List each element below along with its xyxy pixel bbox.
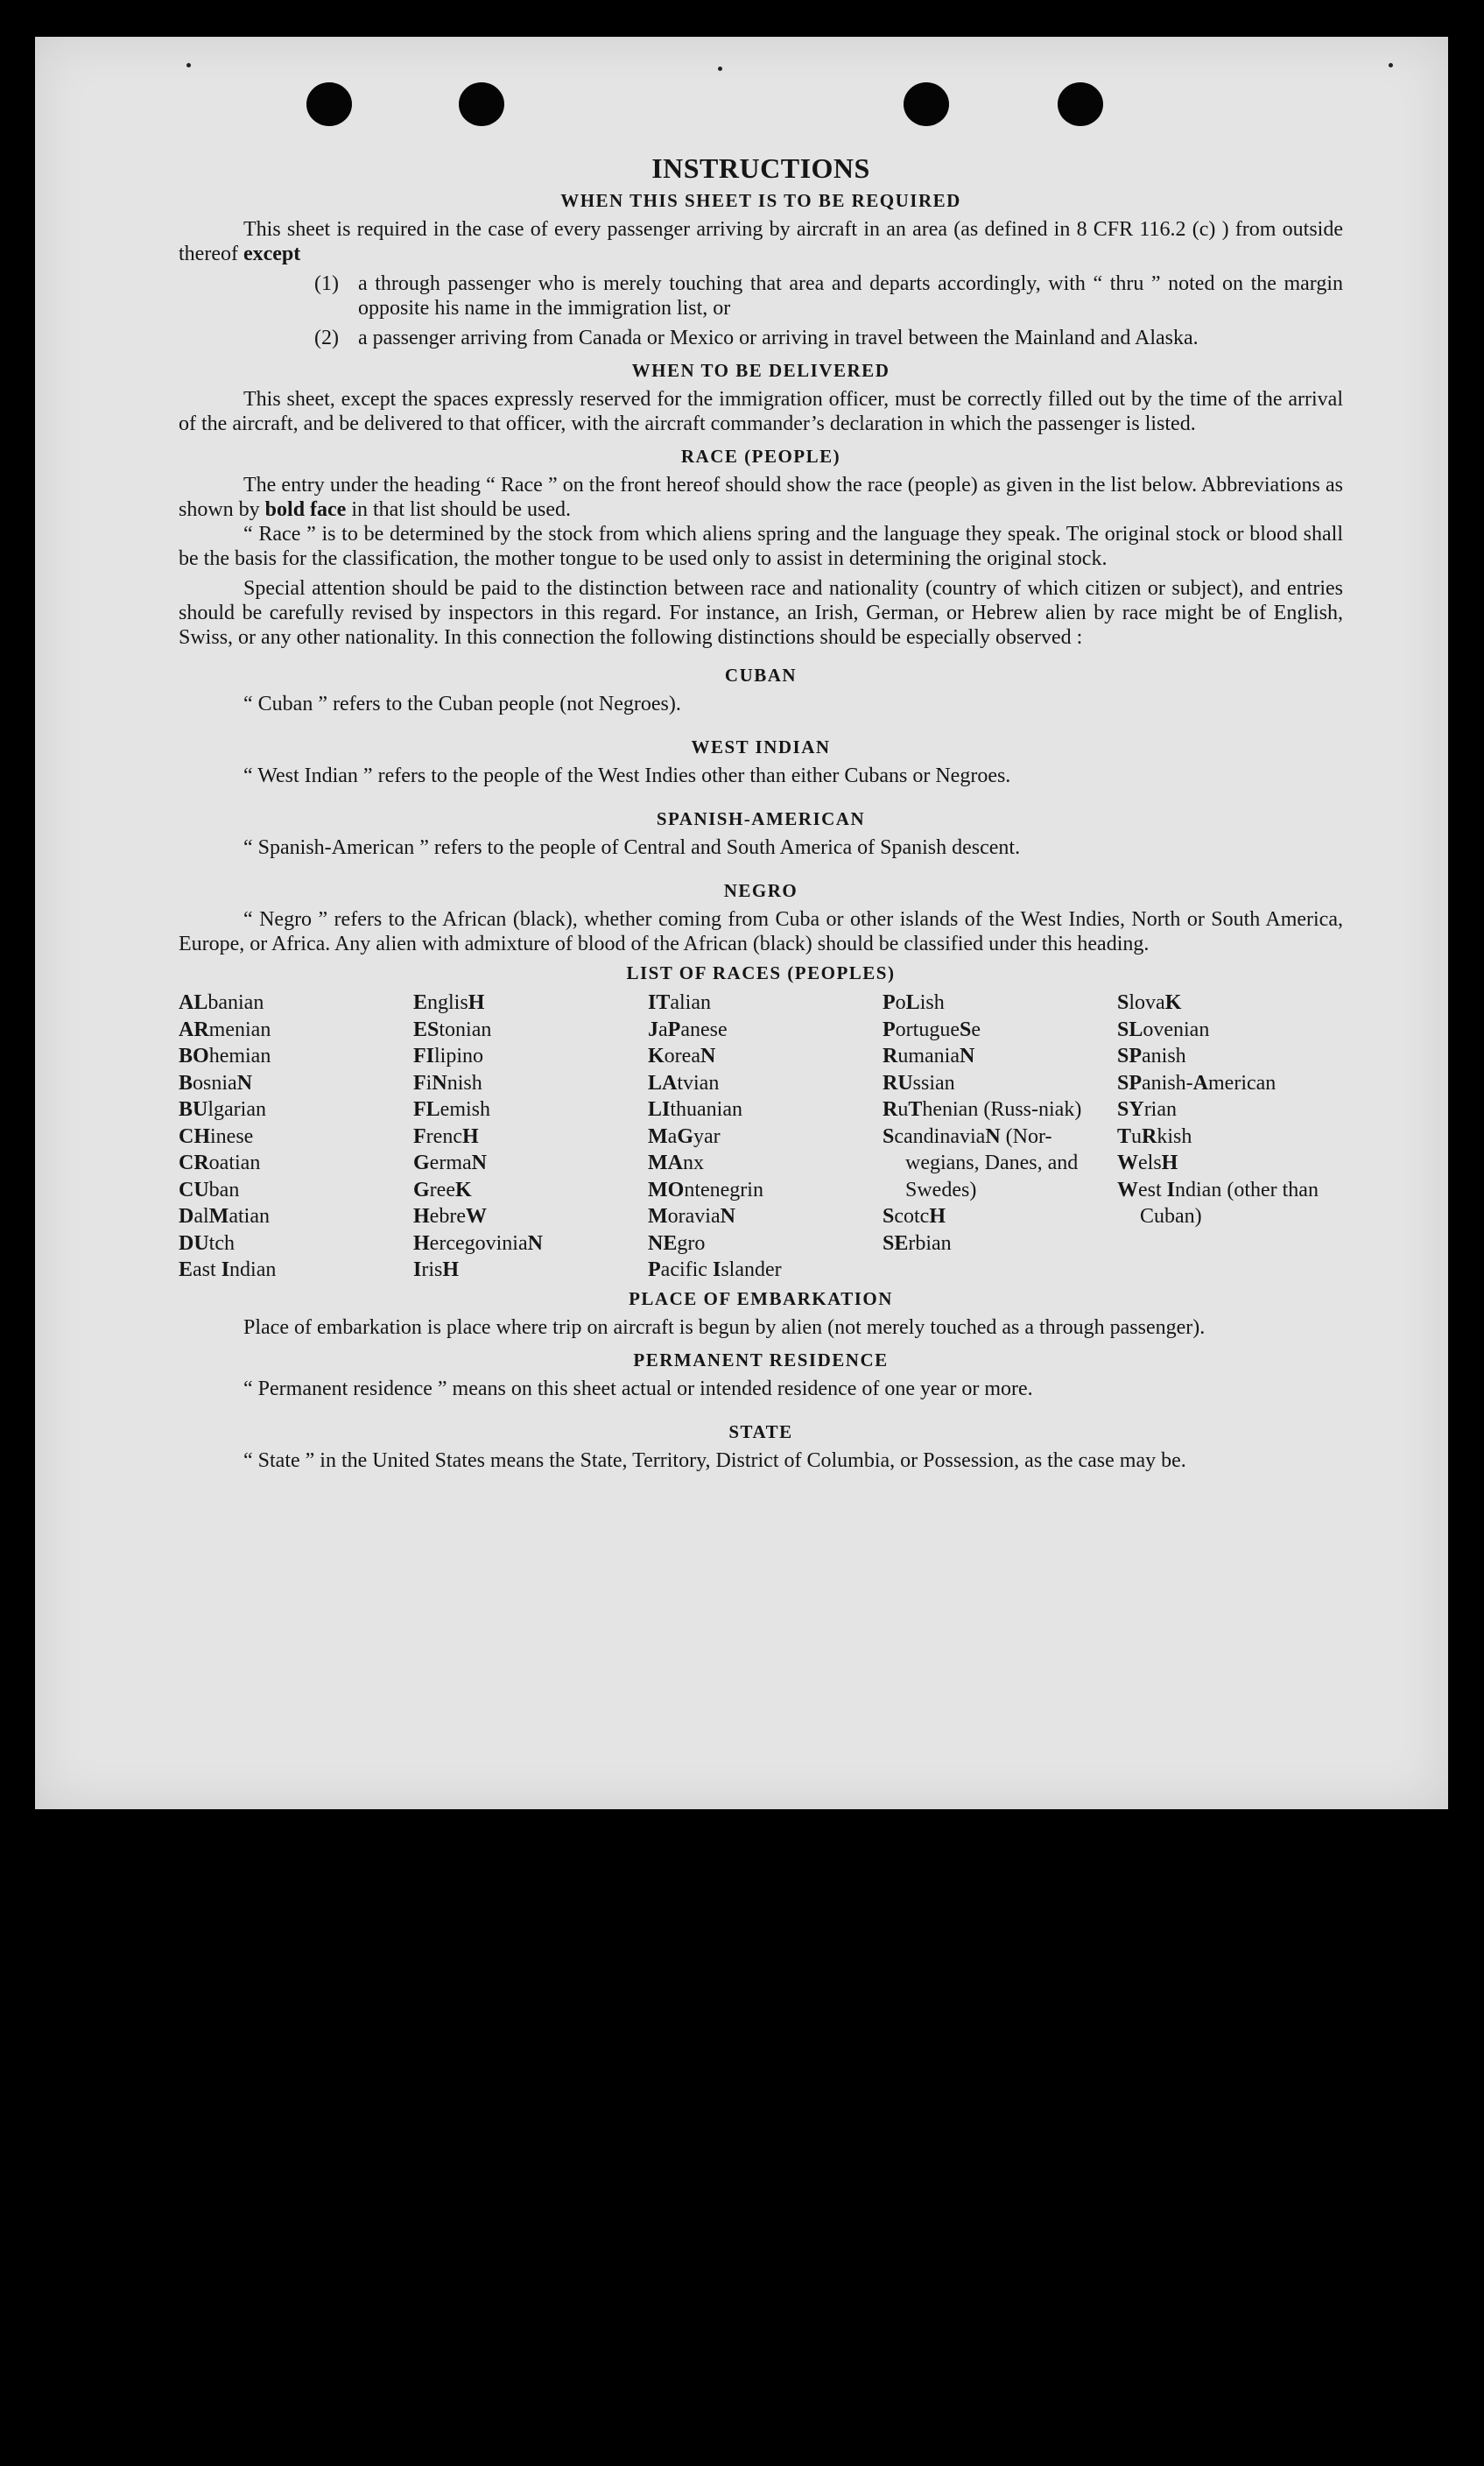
race-entry: CUban bbox=[179, 1178, 240, 1201]
race-entry: FrencH bbox=[413, 1124, 479, 1148]
race-entry: MoraviaN bbox=[648, 1205, 735, 1228]
race-entry: BosniaN bbox=[179, 1071, 253, 1095]
west-indian-text: “ West Indian ” refers to the people of the West Indies other than either Cubans or Negroes. bbox=[243, 764, 1011, 787]
race-entry: SErbian bbox=[883, 1231, 952, 1255]
delivered-text: This sheet, except the spaces expressly reserved for the immigration officer, must be correctly filled out by the time of the arrival of the aircraft, and be delivered to that officer, with the aircraft commander’s declaration in which the passenger is listed. bbox=[179, 388, 1343, 435]
heading-spanish-american: SPANISH-AMERICAN bbox=[656, 808, 866, 829]
race-entry: ITalian bbox=[648, 991, 711, 1014]
race-entry: PoLish bbox=[883, 991, 945, 1014]
race-entry: MOntenegrin bbox=[648, 1178, 763, 1201]
race-entry: HebreW bbox=[413, 1205, 487, 1228]
race-entry: West Indian (other than Cuban) bbox=[1117, 1178, 1319, 1228]
punch-hole bbox=[1058, 82, 1103, 126]
race-entry: DalMatian bbox=[179, 1205, 270, 1228]
speck bbox=[186, 63, 191, 67]
race-entry: EnglisH bbox=[413, 991, 485, 1014]
race-entry: BUlgarian bbox=[179, 1098, 266, 1121]
heading-negro: NEGRO bbox=[723, 880, 798, 901]
race-entry: NEgro bbox=[648, 1231, 706, 1255]
heading-delivered: WHEN TO BE DELIVERED bbox=[631, 360, 890, 381]
heading-permanent-residence: PERMANENT RESIDENCE bbox=[633, 1349, 889, 1370]
race-entry: East Indian bbox=[179, 1258, 277, 1281]
race-entry: LAtvian bbox=[648, 1071, 720, 1095]
races-list bbox=[179, 990, 1343, 1284]
speck bbox=[718, 67, 722, 71]
race-entry: DUtch bbox=[179, 1231, 235, 1255]
required-item-2: (2) a passenger arriving from Canada or Mexico or arriving in travel between the Mainland and Alaska. bbox=[314, 327, 1199, 349]
race-entry: HercegoviniaN bbox=[413, 1231, 543, 1255]
race-entry: FIlipino bbox=[413, 1045, 484, 1067]
race-entry: SPanish bbox=[1117, 1045, 1186, 1067]
heading-state: STATE bbox=[728, 1420, 793, 1442]
race-entry: WelsH bbox=[1117, 1152, 1178, 1174]
race-entry: MAnx bbox=[648, 1152, 704, 1174]
state-text: “ State ” in the United States means the State, Territory, District of Columbia, or Possession, as the case may be. bbox=[243, 1448, 1186, 1472]
race-entry: ScandinaviaN (Nor- wegians, Danes, and Swedes) bbox=[883, 1124, 1079, 1201]
races-column bbox=[648, 990, 883, 1284]
race-entry: KoreaN bbox=[648, 1045, 716, 1067]
race-entry: FiNnish bbox=[413, 1071, 482, 1095]
heading-west-indian: WEST INDIAN bbox=[691, 736, 831, 757]
race-entry: TuRkish bbox=[1117, 1124, 1192, 1148]
race-paragraph-3: Special attention should be paid to the distinction between race and nationality (country of which citizen or subject), and entries should be carefully revised by inspectors in this regard. For instance, an Irish, German, or Hebrew alien by race might be of English, Swiss, or any other nationality. In this connection the following distinctions should be especially observed : bbox=[179, 577, 1343, 649]
race-entry: SYrian bbox=[1117, 1098, 1177, 1121]
required-item-1: (1) a through passenger who is merely touching that area and departs accordingly, with “ thru ” noted on the margin opposite his name in the immigration list, or bbox=[314, 272, 1343, 320]
heading-races-list: LIST OF RACES (PEOPLES) bbox=[626, 962, 896, 983]
document-page bbox=[35, 37, 1448, 1809]
race-entry: JaPanese bbox=[648, 1018, 728, 1041]
race-entry: SPanish-American bbox=[1117, 1071, 1277, 1095]
punch-hole bbox=[306, 82, 352, 126]
races-column bbox=[179, 990, 413, 1284]
race-entry: GreeK bbox=[413, 1178, 472, 1201]
negro-text: “ Negro ” refers to the African (black), whether coming from Cuba or other islands of the West Indies, North or South America, Europe, or Africa. Any alien with admixture of blood of the African (black) should be classified under this heading. bbox=[179, 908, 1343, 955]
race-entry: LIthuanian bbox=[648, 1098, 742, 1121]
cuban-text: “ Cuban ” refers to the Cuban people (not Negroes). bbox=[243, 693, 681, 715]
race-entry: GermaN bbox=[413, 1152, 487, 1174]
race-entry: SLovenian bbox=[1117, 1018, 1210, 1041]
heading-race: RACE (PEOPLE) bbox=[680, 446, 841, 467]
race-entry: RumaniaN bbox=[883, 1045, 975, 1067]
race-paragraph-1: The entry under the heading “ Race ” on the front hereof should show the race (people) as given in the list below. Abbreviations as shown by bold face in that list should be used. bbox=[179, 474, 1343, 521]
race-entry: CHinese bbox=[179, 1124, 254, 1148]
races-column bbox=[883, 990, 1117, 1284]
punch-hole bbox=[904, 82, 949, 126]
race-entry: IrisH bbox=[413, 1258, 460, 1281]
race-entry: PortugueSe bbox=[883, 1018, 981, 1041]
embarkation-text: Place of embarkation is place where trip on aircraft is begun by alien (not merely touched as a through passenger). bbox=[243, 1315, 1206, 1339]
race-entry: ALbanian bbox=[179, 991, 264, 1014]
races-column bbox=[1117, 990, 1352, 1284]
heading-required: WHEN THIS SHEET IS TO BE REQUIRED bbox=[560, 190, 961, 211]
speck bbox=[1389, 63, 1393, 67]
race-entry: SlovaK bbox=[1117, 991, 1182, 1014]
race-entry: EStonian bbox=[413, 1018, 492, 1041]
race-entry: CRoatian bbox=[179, 1152, 261, 1174]
permanent-residence-text: “ Permanent residence ” means on this sheet actual or intended residence of one year or more. bbox=[243, 1377, 1033, 1400]
spanish-american-text: “ Spanish-American ” refers to the people of Central and South America of Spanish descent. bbox=[243, 836, 1021, 859]
race-entry: RuThenian (Russ-niak) bbox=[883, 1098, 1082, 1121]
instructions-content bbox=[179, 151, 1343, 1473]
race-entry: RUssian bbox=[883, 1071, 955, 1095]
page-title: INSTRUCTIONS bbox=[651, 152, 870, 184]
race-entry: Pacific Islander bbox=[648, 1258, 782, 1281]
race-entry: ARmenian bbox=[179, 1018, 271, 1041]
race-entry: BOhemian bbox=[179, 1045, 271, 1067]
race-entry: ScotcH bbox=[883, 1205, 946, 1228]
races-column bbox=[413, 990, 648, 1284]
required-intro: This sheet is required in the case of every passenger arriving by aircraft in an area (as defined in 8 CFR 116.2 (c) ) from outside thereof except bbox=[179, 218, 1343, 265]
heading-cuban: CUBAN bbox=[724, 665, 798, 686]
race-paragraph-2: “ Race ” is to be determined by the stock from which aliens spring and the language they speak. The original stock or blood shall be the basis for the classification, the mother tongue to be used only to assist in determining the original stock. bbox=[179, 523, 1343, 570]
race-entry: MaGyar bbox=[648, 1124, 721, 1148]
punch-hole bbox=[459, 82, 504, 126]
heading-embarkation: PLACE OF EMBARKATION bbox=[629, 1287, 893, 1309]
race-entry: FLemish bbox=[413, 1098, 490, 1121]
